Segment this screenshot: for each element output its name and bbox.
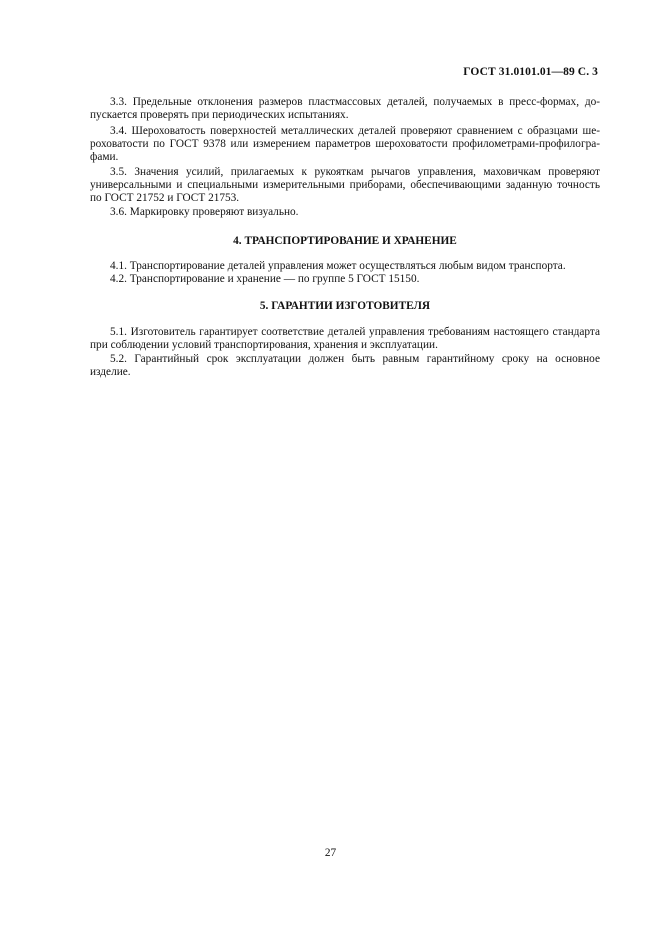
paragraph-4-1 — [90, 260, 600, 273]
section-5-title: 5. ГАРАНТИИ ИЗГОТОВИТЕЛЯ — [259, 300, 431, 312]
paragraph-line: по ГОСТ 21752 и ГОСТ 21753. — [90, 192, 240, 205]
page-number: 27 — [324, 847, 337, 859]
paragraph-line: универсальными и специальными измерительными приборами, обеспечивающими заданную точность — [90, 179, 600, 192]
paragraph-3-5 — [90, 166, 600, 206]
section-4-title: 4. ТРАНСПОРТИРОВАНИЕ И ХРАНЕНИЕ — [233, 235, 457, 247]
paragraph-line: 3.5. Значения усилий, прилагаемых к рукояткам рычагов управления, маховичкам проверяют — [110, 166, 600, 178]
paragraph-4-2 — [90, 273, 600, 286]
paragraph-line: 5.1. Изготовитель гарантирует соответствие деталей управления требованиям настоящего стандарта — [110, 326, 600, 338]
paragraph-3-4 — [90, 125, 600, 165]
paragraph-line: при соблюдении условий транспортирования, хранения и эксплуатации. — [90, 339, 438, 352]
paragraph-line: 5.2. Гарантийный срок эксплуатации должен быть равным гарантийному сроку на основное — [110, 353, 600, 365]
paragraph-line: 4.1. Транспортирование деталей управления может осуществляться любым видом транспорта. — [110, 260, 566, 272]
paragraph-line: роховатости по ГОСТ 9378 или измерением параметров шероховатости профилометрами-профилогра- — [90, 138, 600, 151]
paragraph-5-2 — [90, 353, 600, 379]
paragraph-line: 3.3. Предельные отклонения размеров пластмассовых деталей, получаемых в пресс-формах, до- — [110, 96, 600, 108]
paragraph-5-1 — [90, 326, 600, 352]
paragraph-line: изделие. — [90, 366, 131, 379]
paragraph-line: пускается проверять при периодических испытаниях. — [90, 109, 349, 122]
paragraph-line: 3.6. Маркировку проверяют визуально. — [110, 206, 299, 218]
paragraph-line: 4.2. Транспортирование и хранение — по группе 5 ГОСТ 15150. — [110, 273, 420, 285]
paragraph-line: 3.4. Шероховатость поверхностей металлических деталей проверяют сравнением с образцами ше- — [110, 125, 600, 137]
paragraph-line: фами. — [90, 151, 119, 164]
document-header: ГОСТ 31.0101.01—89 С. 3 — [463, 66, 598, 78]
paragraph-3-3 — [90, 96, 600, 122]
paragraph-3-6 — [90, 206, 600, 219]
